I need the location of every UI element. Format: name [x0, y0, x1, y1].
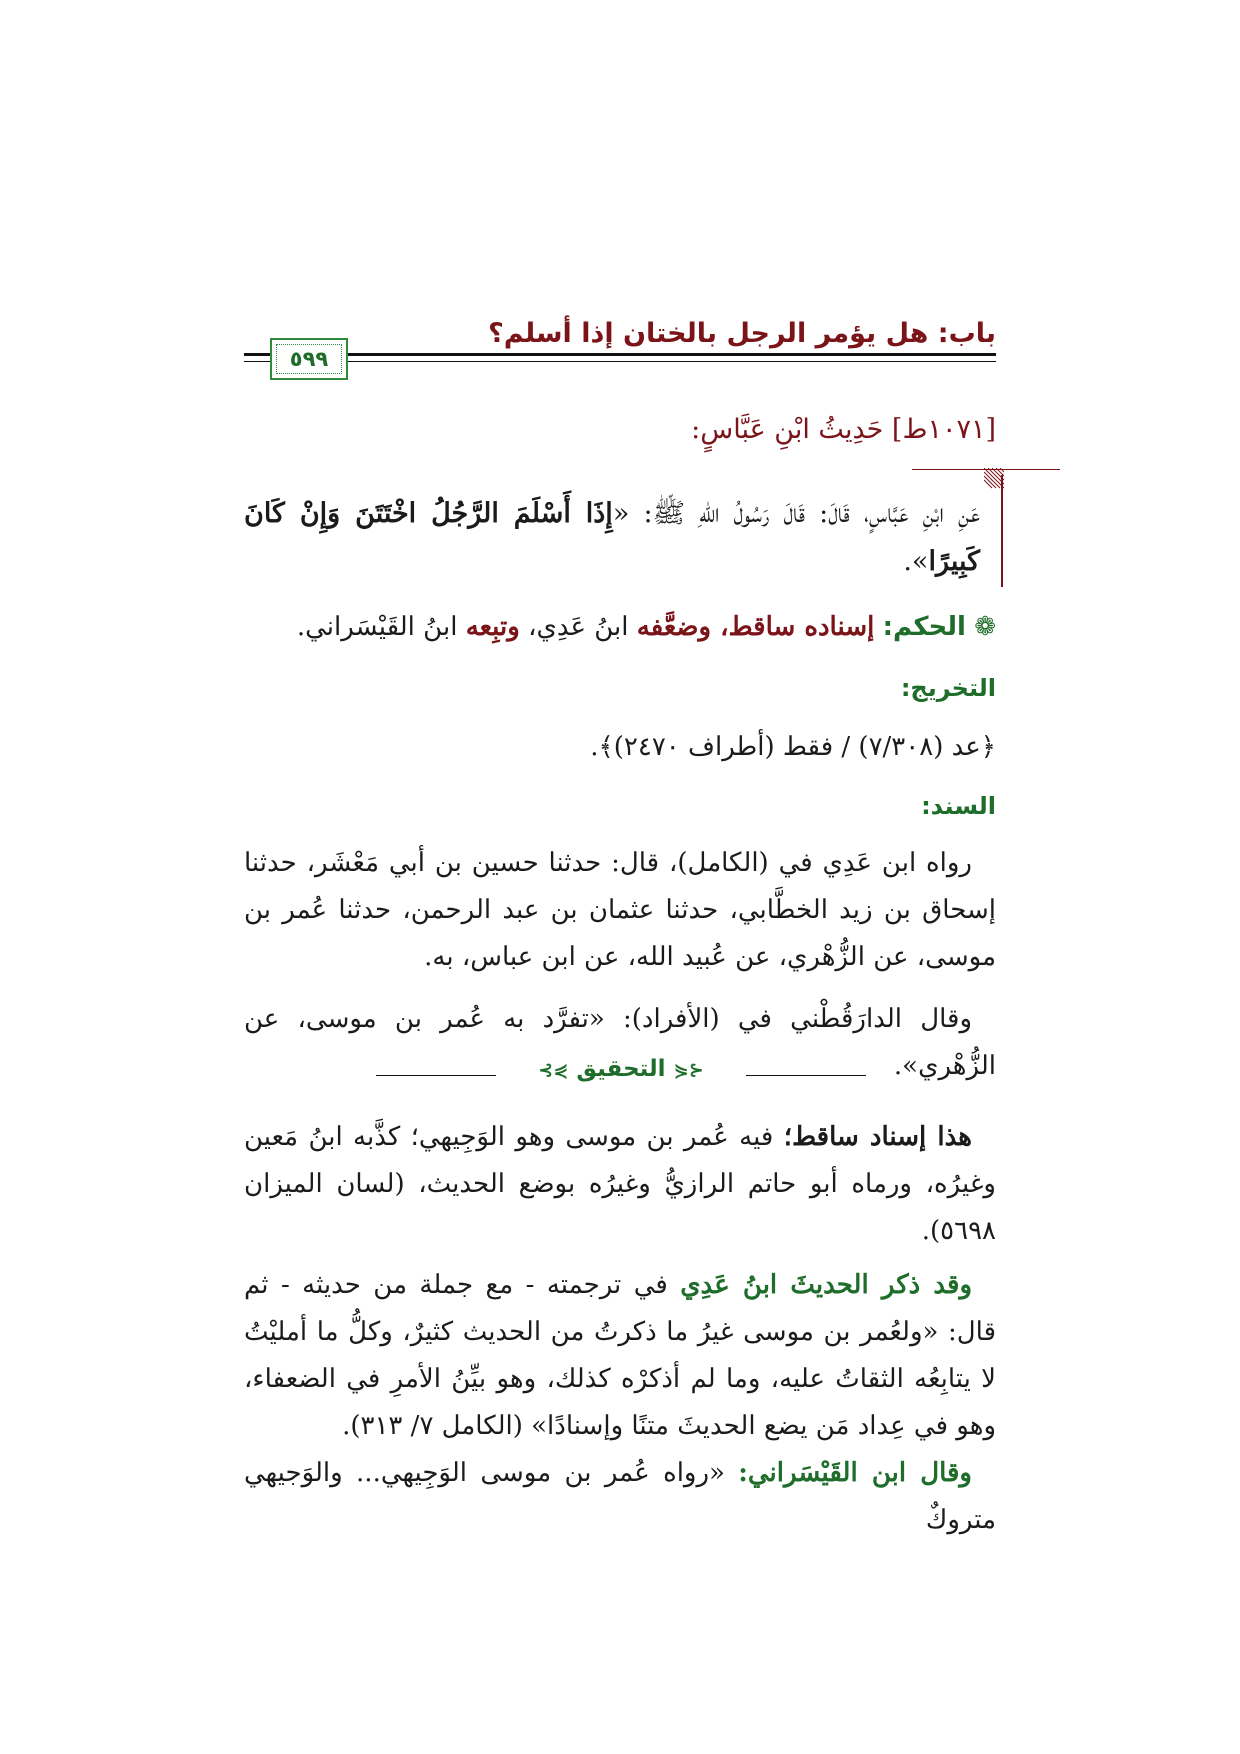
tahqiq-p2-bold: وقد ذكر الحديثَ ابنُ عَدِي: [680, 1270, 973, 1300]
tahqiq-heading-wrap: [376, 1056, 866, 1082]
tahqiq-paragraph-3: [244, 1450, 996, 1544]
tahqiq-paragraph-2: [244, 1262, 996, 1450]
hadith-heading: [691, 414, 996, 445]
tahqiq-paragraph-1: [244, 1114, 996, 1255]
hadith-number: [١٠٧١ط]: [891, 414, 996, 445]
sanad-heading: السند:: [921, 792, 996, 820]
matn-text: إِذَا أَسْلَمَ الرَّجُلُ اخْتَتَنَ وَإِنْ كَانَ كَبِيرًا: [244, 498, 980, 577]
header-rule-thick: [244, 353, 996, 356]
matn-side-bar: [1001, 475, 1003, 587]
takhrij-heading: التخريج:: [900, 674, 996, 702]
verdict-end: ابنُ القَيْسَراني.: [296, 612, 458, 642]
verdict-follow: وتبِعه: [465, 612, 520, 642]
verdict-label: الحكم:: [882, 612, 966, 642]
tahqiq-p2-rest: في ترجمته - مع جملة من حديثه - ثم قال: «ولعُمر بن موسى غيرُ ما ذكرتُ من الحديث كثيرٌ، وكلُّ ما أمليْتُ لا يتابِعُه الثقاتُ عليه، وما لم أذكرْه كذلك، وهو بيِّنُ الأمرِ في الضعفاء، وهو في عِداد مَن يضع الحديثَ متنًا وإسنادًا» (الكامل ٧/ ٣١٣).: [244, 1270, 996, 1441]
sanad-paragraph-1: رواه ابن عَدِي في (الكامل)، قال: حدثنا حسين بن أبي مَعْشَر، حدثنا إسحاق بن زيد الخطَّابي، حدثنا عثمان بن عبد الرحمن، حدثنا عُمر بن موسى، عن الزُّهْري، عن عُبيد الله، عن ابن عباس، به.: [244, 848, 996, 972]
tahqiq-p1-rest: فيه عُمر بن موسى وهو الوَجِيهي؛ كذَّبه ابنُ مَعين وغيرُه، ورماه أبو حاتم الرازيُّ وغيرُه بوضع الحديث، (لسان الميزان ٥٦٩٨).: [244, 1122, 996, 1246]
flower-icon: ❁: [974, 612, 996, 642]
matn-end: ».: [903, 546, 929, 577]
tahqiq-heading: التحقيق: [576, 1056, 666, 1082]
hadith-matn: [244, 490, 980, 586]
hadith-title: حَدِيثُ ابْنِ عَبَّاسٍ:: [691, 414, 884, 445]
tahqiq-p1-bold: هذا إسناد ساقط؛: [783, 1122, 972, 1152]
page-number: ٥٩٩: [276, 344, 342, 374]
sanad-paragraph-2: وقال الدارَقُطْني في (الأفراد): «تفرَّد به عُمر بن موسى، عن الزُّهْري».: [244, 1004, 996, 1081]
tahqiq-p3-bold: وقال ابن القَيْسَراني:: [738, 1458, 972, 1488]
header-rule-thin: [244, 361, 996, 362]
tahqiq-divider: [376, 1056, 866, 1090]
verdict-mid: ابنُ عَدِي،: [528, 612, 629, 642]
verdict-grade: إسناده ساقط، وضعَّفه: [636, 612, 875, 642]
chapter-title: باب: هل يؤمر الرجل بالختان إذا أسلم؟: [488, 318, 996, 349]
tahqiq-p3-rest: «رواه عُمر بن موسى الوَجِيهي... والوَجيهي متروكٌ: [244, 1458, 996, 1535]
page-number-badge: [270, 338, 348, 380]
ornament-icon: ⊰⋞: [673, 1060, 704, 1081]
matn-intro: عَنِ ابْنِ عَبَّاسٍ، قَالَ: قَالَ رَسُولُ اللهِ ﷺ: «: [612, 498, 981, 529]
ornament-icon: ⋟⊱: [538, 1060, 569, 1081]
title-underline: [912, 469, 1060, 470]
takhrij-line: ﴿عد (٧/٣٠٨) / فقط (أطراف ٢٤٧٠)﴾.: [590, 732, 996, 762]
verdict-line: [236, 612, 996, 642]
